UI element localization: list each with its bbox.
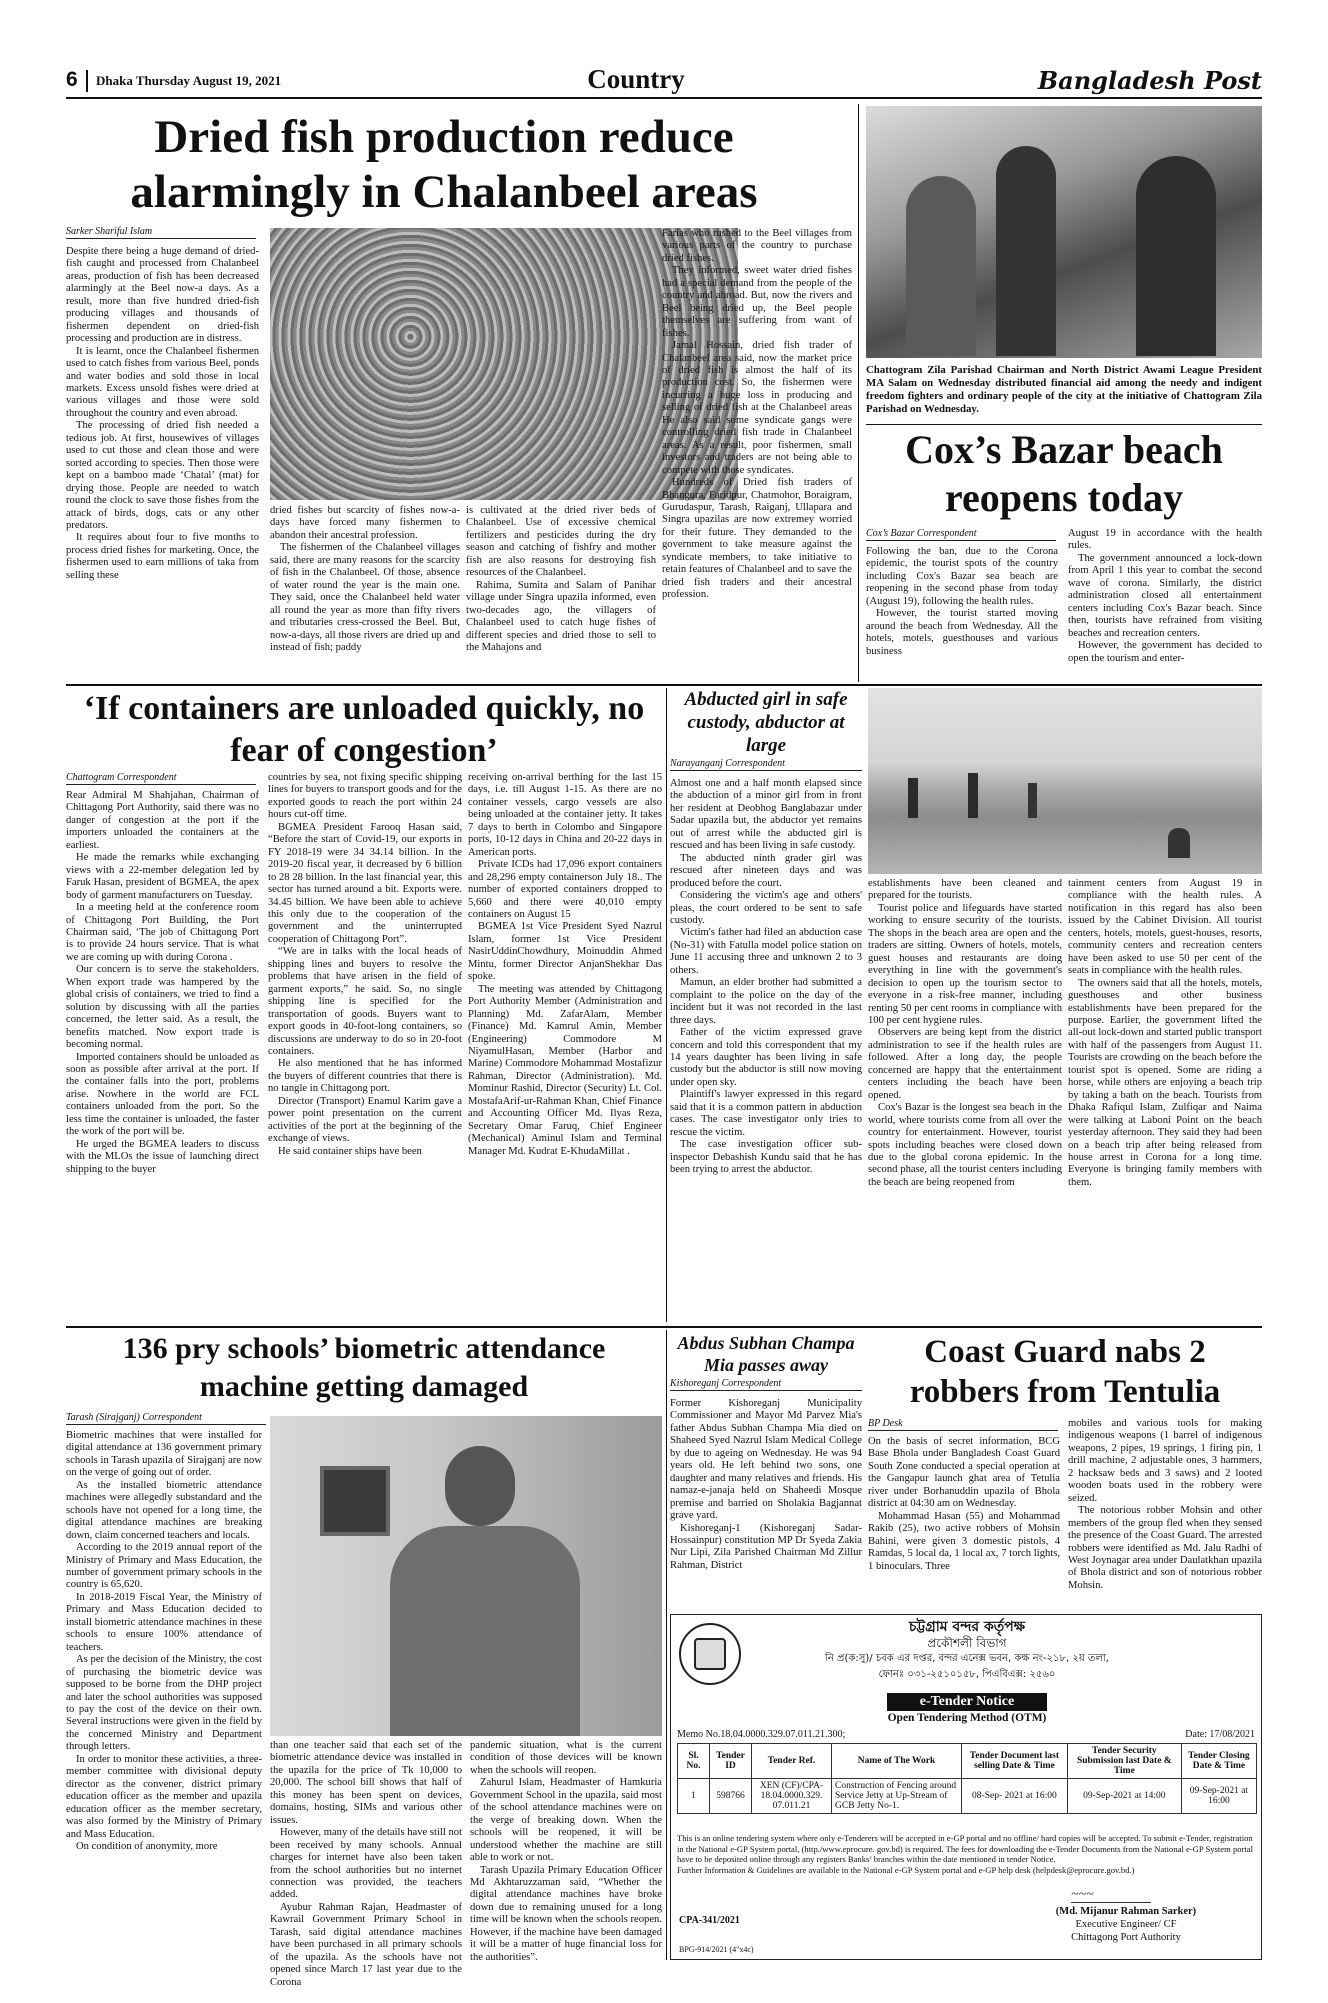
story3-p: BGMEA President Farooq Hasan said, “Before the start of Covid-19, our exports in FY 2018-19 were 34 34.14 billion. In the 2019-20 fiscal year, it decreased by 6 billion to 28 28 billion. In the last financial year, this sector has turned around a bit. Exports were. 34.45 billion. We have been able to achieve this only due to the cooperation of the government and the uninterrupted cooperation of Chittagong Port”. — [268, 821, 462, 945]
tender-authority: Chittagong Port Authority — [1071, 1932, 1181, 1943]
photo-figure — [996, 146, 1056, 356]
photo-figure — [1168, 828, 1190, 858]
story3-col1 — [66, 790, 259, 1322]
story5-p: On condition of anonymity, more — [76, 1840, 218, 1852]
story4-p: Father of the victim expressed grave concern and told this correspondent that my 14 years daughter has been living in safe custody but the abductor is still now moving under open sky. — [670, 1027, 862, 1088]
story2-col3 — [868, 878, 1062, 1322]
tender-td: Construction of Fencing around Service Jetty at Up-Stream of GCB Jetty No-1. — [832, 1779, 962, 1814]
story7-col2 — [1068, 1418, 1262, 1608]
tender-th: Tender Security Submission last Date & Time — [1067, 1744, 1181, 1779]
signature-scribble: ~~~ — [1071, 1887, 1151, 1903]
tender-td: 1 — [678, 1779, 710, 1814]
story5-p: According to the 2019 annual report of the Ministry of Primary and Mass Education, the number of government primary schools in the country is 65,620. — [66, 1542, 262, 1591]
story5-p: Tarash Upazila Primary Education Officer Md Akhtaruzzaman said, “Whether the digital attendance machines have broke down due to remaining unused for a long time will be known when the schools reopen. However, if the machine have been damaged it will be a matter of huge financial loss for the authorities”. — [470, 1864, 662, 1963]
story1-p: It is learnt, once the Chalanbeel fishermen used to catch fishes from various Beel, ponds and water bodies and sold those in local markets. Excess unsold fishes were dried at various villages and those were sold throughout the country and even abroad. — [66, 345, 259, 419]
tender-bn-line4: ফোনঃ ০৩১-২৫১০১৫৮, পিএবিএক্স: ২৫৬০ — [878, 1669, 1056, 1680]
story2-p: establishments have been cleaned and prepared for the tourists. — [868, 878, 1062, 902]
story1-p: Jamal Hossain, dried fish trader of Chalanbeel area said, now the market price of dried fish is almost the half of its production cost. So, the fishermen were incurring a huge loss in producing and selling of dried fish at the Chalanbeel areas He also said some syndicate gangs were controlling dried fish trade in Chalanbeel areas. As a result, poor fishermen, small investors and traders are not being able to compete with those syndicates. — [662, 340, 852, 476]
story2-p: However, the government has decided to open the tourism and enter- — [1068, 640, 1262, 664]
story5-p: Ayubur Rahman Rajan, Headmaster of Kawrail Government Primary School in Tarash, said digital attendance machines have been purchased in all primary schools of the upazila. As the schools have not opened since March 17 last year due to the Corona — [270, 1901, 462, 1988]
tender-notes — [677, 1833, 1257, 1875]
story1-byline: Sarker Shariful Islam — [66, 226, 256, 239]
story2-top-rule — [866, 424, 1262, 425]
paper-name: Bangladesh Post — [1037, 66, 1262, 95]
story1-p: dried fishes but scarcity of fishes now-a-days have forced many fishermen to abandon their ancestral profession. — [270, 505, 460, 541]
anchor-icon — [694, 1638, 726, 1670]
story6-byline: Kishoreganj Correspondent — [670, 1378, 862, 1391]
story5-p: In 2018-2019 Fiscal Year, the Ministry of Primary and Mass Education decided to install biometric attendance machines in these schools to ensure 100% attendance of teachers. — [66, 1591, 262, 1653]
tender-th: Tender Document last selling Date & Time — [962, 1744, 1068, 1779]
story3-p: Rear Admiral M Shahjahan, Chairman of Chittagong Port Authority, said there was no danger of congestion at the port if the importers unloaded the containers at the earliest. — [66, 790, 259, 851]
story7-headline: Coast Guard nabs 2 robbers from Tentulia — [909, 1334, 1221, 1410]
story6-p: Kishoreganj-1 (Kishoreganj Sadar-Hossainpur) constitution MP Dr Syeda Zakia Nur Lipi, Zila Parished Chairman Md Zillur Rahman, District — [670, 1522, 862, 1571]
story4-col1 — [670, 778, 862, 1322]
story7-byline: BP Desk — [868, 1418, 1058, 1431]
story4-p: Plaintiff's lawyer expressed in this regard said that it is a common pattern in abduction cases. The case investigator only tries to rescue the victim. — [670, 1089, 862, 1138]
story5-col1 — [66, 1430, 262, 1960]
story2-p: tainment centers from August 19 in compliance with the health rules. A notification in this regard has also been issued by the Cabinet Division. All tourist centers, hotels, motels, guest-houses, resorts, community centers and recreation centers have been asked to use 50 per cent of the seats in compliance with the health rules. — [1068, 878, 1262, 977]
masthead — [66, 64, 1262, 98]
photo-figure — [445, 1446, 515, 1526]
tender-th: Tender Ref. — [752, 1744, 832, 1779]
story1-p: They informed, sweet water dried fishes had a special demand from the people of the country and abroad. But, now the rivers and Beel being dried up, the Beel people themselves are suffering from want of fishes. — [662, 265, 852, 339]
tender-td: 09-Sep-2021 at 14:00 — [1067, 1779, 1181, 1814]
story5-headline: 136 pry schools’ biometric attendance machine getting damaged — [122, 1332, 606, 1403]
story3-p: countries by sea, not fixing specific shipping lines for buyers to transport goods and for the exported goods to reach the port within 24 hours cut-off time. — [268, 772, 462, 821]
photo-figure — [1136, 156, 1216, 356]
story3-p: Our concern is to serve the stakeholders. When export trade was hampered by the global crisis of containers, we tried to find a solution by discussing with all the parties concerned, the letter said. As a result, the benefits matched. Now export trade is becoming normal. — [66, 964, 259, 1051]
story3-p: He said container ships have been — [278, 1145, 422, 1157]
story4-p: The case investigation officer sub-inspector Debashish Kundu said that he has been trying to arrest the abductor. — [670, 1139, 862, 1176]
tender-th: Tender Closing Date & Time — [1181, 1744, 1256, 1779]
tender-method: Open Tendering Method (OTM) — [887, 1712, 1047, 1724]
photo-figure — [906, 176, 976, 356]
story1-p: The fishermen of the Chalanbeel villages said, there are many reasons for the scarcity of fish in the Chalanbeel. Of those, absence of water round the year is the main one. They said, once the Chalanbeel held water all round the year as more than fifty rivers and tributaries cress-crossed the Beel. But, now-a-days, all those rivers are dried up and instead of fish; paddy — [270, 542, 460, 653]
story3-headline: ‘If containers are unloaded quickly, no fear of congestion’ — [83, 690, 645, 769]
story5-byline: Tarash (Sirajganj) Correspondent — [66, 1412, 266, 1425]
story2-headline: Cox’s Bazar beach reopens today — [905, 427, 1223, 520]
story3-p: BGMEA 1st Vice President Syed Nazrul Islam, former 1st Vice President NasirUddinChowdhury, Moinuddin Ahmed Mintu, former Director AnjanShekhar Das spoke. — [468, 921, 662, 983]
story2-p: August 19 in accordance with the health rules. — [1068, 528, 1262, 552]
story6-col1 — [670, 1398, 862, 1608]
story1-headline: Dried fish production reduce alarmingly in Chalanbeel areas — [130, 111, 758, 218]
tender-note: This is an online tendering system where only e-Tenderers will be accepted in e-GP portal and no offline/ hard copies will be accepted. To submit e-Tender, registration in the National e-GP System portal, (http./www.eprocure. gov.bd) is required. The fees for downloading the e-Tender Documents from the National e-GP System portal have to be deposited online through any registers Banks’ branches within the date mentioned in tender Notice. — [677, 1833, 1253, 1865]
story5-p: As per the decision of the Ministry, the cost of purchasing the biometric device was supposed to be borne from the DHP project and later the school authorities was supposed to pay the cost of the device on their own. Several instructions were given in the field by the concerned Ministry and Department through letters. — [66, 1654, 262, 1753]
column-divider — [666, 1330, 667, 1960]
story2-p: The government announced a lock-down from April 1 this year to combat the second wave of corona. Similarly, the district administration closed all entertainment centers including Cox's Bazar beach. Since then, tourists have refrained from visiting beaches and recreation centers. — [1068, 552, 1262, 639]
tender-th: Tender ID — [710, 1744, 752, 1779]
tender-memo: Memo No.18.04.0000.329.07.011.21.300; — [677, 1729, 846, 1740]
story3-p: The meeting was attended by Chittagong Port Authority Member (Administration and Planning) Md. ZafarAlam, Member (Finance) Md. Kamrul Amin, Member (Engineering) Commodore M NiyamulHasan, Member (Harbor and Marine) Commodore Mohammad Mostafizur Rahman, Director (Administration). Md. Mominur Rashid, Director (Security) Lt. Col. MostafaArif-ur-Rahman Khan, Chief Finance and Accounting Officer Md. Ilyas Reza, Secretary Omar Faruq, Chief Engineer (Mechanical) Aminul Islam and Terminal Manager Md. Kudrat E-KhudaMillat . — [468, 983, 662, 1157]
masthead-divider — [86, 70, 88, 92]
story4-p: Victim's father had filed an abduction case (No-31) with Fatulla model police station on June 11 accusing three and unknown 2 to 3 others. — [670, 927, 862, 976]
story5-p: Biometric machines that were installed for digital attendance at 136 government primary schools in Tarash upazila of Sirajganj are now on the verge of going out of order. — [66, 1430, 262, 1479]
story5-col3 — [470, 1740, 662, 1963]
story3-p: Private ICDs had 17,096 export containers and 28,296 empty containerson July 18.. The number of exported containers dropped to 5,660 and there were 40,010 empty containers on August 15 — [468, 859, 662, 920]
photo-figure — [968, 773, 978, 818]
story2-col4 — [1068, 878, 1262, 1322]
tender-bn-line3: নি প্র(ক:সু)/ চবক এর দপ্তর, বন্দর এনেক্স ভবন, কক্ষ নং-২১৮, ২য় তলা, — [825, 1653, 1109, 1664]
story3-p: He urged the BGMEA leaders to discuss with the MLOs the issue of launching direct shipping to the buyer — [66, 1138, 259, 1175]
story5-p: Zahurul Islam, Headmaster of Hamkuria Government School in the upazila, said most of the school attendance machines were on the verge of breaking down. When the schools will be reopened, it will be understood whether the machine are still able to work or not. — [470, 1777, 662, 1864]
story3-p: He also mentioned that he has informed the buyers of different countries that there is no tangle in Chittagong port. — [268, 1058, 462, 1095]
story6-p: Former Kishoreganj Municipality Commissioner and Mayor Md Parvez Mia's father Abdus Subhan Champa Mia died on Shaheed Syed Nazrul Islam Medical College by due to ageing on Wednesday. He was 94 years old. He left behind two sons, one daughter and many relatives and friends. His namaz-e-janaja held on Shaheedi Mosque premise and barried on Sholakia Bagjannat grave yard. — [670, 1398, 862, 1522]
story7-p: mobiles and various tools for making indigenous weapons (1 barrel of indigenous weapons, 2 pipes, 19 springs, 1 firing pin, 1 drill machine, 2 adjustable ones, 3 hammers, 2 hacksaw beds and 3 saws) and 2 looted wooden boats used in the robbery were seized. — [1068, 1418, 1262, 1504]
tender-bn-line1: চট্টগ্রাম বন্দর কর্তৃপক্ষ — [908, 1619, 1026, 1635]
tender-table — [677, 1743, 1257, 1814]
story2-p: Cox's Bazar is the longest sea beach in the world, where tourists come from all over the country for entertainment. However, tourist spots including beaches were closed down due to the global corona epidemic. In the second phase, all the tourist centers including the beach are being reopened from — [868, 1102, 1062, 1188]
story4-p: Almost one and a half month elapsed since the abduction of a minor girl from in front her resident at Deobhog Banglabazar under Sadar upazila but, the abductor yet remains out of arrest while the abducted girl is rescued and has been living in safe custody. — [670, 778, 862, 852]
story7-p: On the basis of secret information, BCG Base Bhola under Bangladesh Coast Guard South Zone conducted a special operation at the Gangapur launch ghat area of Tetulia river under Borhanuddin upazila of Bhola district at 04:30 am on Wednesday. — [868, 1436, 1060, 1510]
photo-device — [320, 1466, 390, 1536]
story2-p: Tourist police and lifeguards have started working to ensure security of the tourists. The shops in the beach area are open and the traders are sitting. Owners of hotels, motels, guest houses and restaurants are doing everything in line with the government's decision to open up the tourism sector to everyone in a risk-free manner, including renting 50 per cent rooms in compliance with 100 per cent hygiene rules. — [868, 902, 1062, 1026]
story5-p: As the installed biometric attendance machines were allegedly substandard and the schools have not opened for a long time, the digital attendance machines are breaking down, claim concerned teachers and locals. — [66, 1479, 262, 1541]
story1-p: The processing of dried fish needed a tedious job. At first, housewives of villages used to cut those and clean those and were sorted according to species. Then those were kept on a bamboo made ‘Chatal’ (mat) for drying those. People are needed to watch round the clock to save those fishes from the attack of birds, dogs, cats or any other predators. — [66, 420, 259, 531]
photo-figure — [1028, 783, 1037, 818]
story3-p: He made the remarks while exchanging views with a 22-member delegation led by Faruk Hasan, president of BGMEA, the apex body of garment manufacturers on Tuesday. — [66, 852, 259, 901]
story3-p: Director (Transport) Enamul Karim gave a power point presentation on the current activities of the port at the beginning of the exchange of views. — [268, 1095, 462, 1145]
story2-byline: Cox’s Bazar Correspondent — [866, 528, 1056, 541]
story2-col1 — [866, 546, 1058, 682]
story5-p: than one teacher said that each set of the biometric attendance device was installed in the upazila for the price of Tk 10,000 to 20,000. The school bill shows that half of this money has been spent on devices, domains, hosting, SIMs and various other issues. — [270, 1740, 462, 1826]
story2-col2 — [1068, 528, 1262, 682]
section-rule — [66, 1326, 1262, 1328]
story3-p: “We are in talks with the local heads of shipping lines and buyers to resolve the problems that have arisen in the field of garment exports,” he said. So, no single shipping line is specified for the transportation of goods. Buyers want to export goods in 40-foot-long containers, so discussions are underway to do so in 20-foot containers. — [268, 946, 462, 1057]
story1-col3 — [466, 505, 656, 676]
story4-p: Considering the victim's age and others' pleas, the court ordered to be sent to safe custody. — [670, 890, 862, 926]
tender-bn-line2: প্রকৌশলী বিভাগ — [927, 1636, 1007, 1650]
section-rule — [66, 684, 1262, 686]
tender-bpg: BPG-914/2021 (4"x4c) — [679, 1945, 754, 1954]
tender-td: 08-Sep- 2021 at 16:00 — [962, 1779, 1068, 1814]
story2-p: Observers are being kept from the district administration to see if the health rules are followed. After a long day, the people concerned are happy that the entertainment centers including the beach have been opened. — [868, 1027, 1062, 1101]
tender-notice-title: e-Tender Notice — [887, 1693, 1047, 1711]
story3-col2 — [268, 772, 462, 1322]
story5-p: However, many of the details have still not been received by many schools. Annual charges for internet have also been taken from the school authorities but no internet connection was provided, the teachers added. — [270, 1827, 462, 1901]
aid-distribution-photo — [866, 106, 1262, 358]
story3-p: In a meeting held at the conference room of Chittagong Port Building, the Port Chairman said, ‘The job of Chittagong Port is to provide 24 hours service. That is what we are coming up with during Corona . — [66, 902, 259, 963]
story2-p: The owners said that all the hotels, motels, guesthouses and other business establishments have been prepared for the purpose. Earlier, the government lifted the all-out lock-down and started public transport with half of the passengers from August 11. Tourists are crowding on the beach before the tourist spot is opened. Some are riding a horse, while others are enjoying a beach trip by taking a bath on the beach. Tourists from Dhaka Rafiqul Islam, Zulfiqar and Naima were talking at Laboni Point on the beach yesterday afternoon. They said they had been on a beach trip after being released from house arrest in Corona for a long time. Everyone is bringing family members with them. — [1068, 977, 1262, 1188]
story2-p: However, the tourist started moving around the beach from Wednesday. All the hotels, motels, guesthouses and various business — [866, 608, 1058, 657]
tender-td: 598766 — [710, 1779, 752, 1814]
story1-p: is cultivated at the dried river beds of Chalanbeel. Use of excessive chemical fertilizers and pesticides during the dry season and catching of fishfry and mother fish are also reasons for destroying fish resources of the Chalanbeel. — [466, 505, 656, 579]
story6-headline: Abdus Subhan Champa Mia passes away — [677, 1333, 855, 1375]
story1-p: Rahima, Sumita and Salam of Panihar village under Singra upazila informed, even two-decades ago, the villagers of Chalanbeel used to catch huge fishes of different species and dried those to sell to the Mahajons and — [466, 579, 656, 653]
story2-p: Following the ban, due to the Corona epidemic, the tourist spots of the country including Cox's Bazar sea beach are reopening in the second phase from today (August 19), following the health rules. — [866, 546, 1058, 607]
teacher-photo — [270, 1416, 662, 1736]
story4-headline: Abducted girl in safe custody, abductor at large — [684, 689, 848, 756]
dateline: Dhaka Thursday August 19, 2021 — [96, 73, 282, 88]
story4-byline: Narayanganj Correspondent — [670, 758, 862, 771]
masthead-rule — [66, 97, 1262, 99]
story4-p: Mamun, an elder brother had submitted a complaint to the police on the day of the incident but it was not recorded in the last three days. — [670, 977, 862, 1026]
story1-p: It requires about four to five months to process dried fishes for marketing. Once, the fishermen used to earn millions of taka from selling these — [66, 532, 259, 581]
photo1-caption: Chattogram Zila Parishad Chairman and North District Awami League President MA Salam on Wednesday distributed financial aid among the needy and indigent freedom fighters and ordinary people of the city at the initiative of Chattogram Zila Parishad on Wednesday. — [866, 364, 1262, 415]
tender-designation: Executive Engineer/ CF — [1075, 1919, 1177, 1930]
story1-p: Despite there being a huge demand of dried-fish caught and processed from Chalanbeel areas, production of fish has been decreased alarmingly at the Beel now-a days. As a result, more than five hundred dried-fish producing villages and thousands of fishermen dependent on dried-fish processing and production are in distress. — [66, 246, 259, 345]
tender-td: 09-Sep-2021 at 16:00 — [1181, 1779, 1256, 1814]
story3-col3 — [468, 772, 662, 1322]
tender-cpa-no: CPA-341/2021 — [679, 1915, 740, 1926]
story7-p: The notorious robber Mohsin and other members of the group fled when they sensed the presence of the Coast Guard. The arrested robbers were identified as Md. Jalu Radhi of West Joynagar area under Daulatkhan upazila of Bhola district and son of notorious robber Mohsin. — [1068, 1505, 1262, 1591]
story3-p: Imported containers should be unloaded as soon as possible after arrival at the port. If the container falls into the port, problems arise. Nowhere in the world are FCL containers unloaded from the port. So the less time the container is unloaded, the faster the work of the port will be. — [66, 1051, 259, 1138]
tender-signatory: (Md. Mijanur Rahman Sarker) — [1055, 1906, 1197, 1917]
story1-col4 — [662, 228, 852, 676]
photo-figure — [908, 778, 918, 818]
tender-note: Further Information & Guidelines are available in the National e-GP System portal and e-GP help desk (helpdesk@eprocure.gov.bd.) — [677, 1864, 1135, 1875]
beach-photo — [868, 688, 1262, 874]
section-title: Country — [587, 64, 685, 94]
tender-date: Date: 17/08/2021 — [1185, 1729, 1255, 1740]
column-divider — [666, 688, 667, 1322]
tender-notice — [670, 1614, 1262, 1960]
photo-figure — [390, 1526, 580, 1736]
story4-p: The abducted ninth grader girl was rescued after nineteen days and was produced before the court. — [670, 852, 862, 889]
story5-p: pandemic situation, what is the current condition of those devices will be known when the schools will reopen. — [470, 1740, 662, 1776]
story1-col1 — [66, 246, 259, 676]
story3-p: receiving on-arrival berthing for the last 15 days, i.e. till August 1-15. As there are no container vessels, cargo vessels are also being unloaded at the container jetty. It takes 7 days to berth in Colombo and Singapore ports, 10-12 days in China and 20-22 days in American ports. — [468, 772, 662, 858]
tender-td: XEN (CF)/CPA-18.04.0000.329. 07.011.21 — [752, 1779, 832, 1814]
story7-p: Mohammad Hasan (55) and Mohammad Rakib (25), two active robbers of Mohsin Bahini, were given 3 domestic pistols, 4 Ramdas, 5 local da, 1 local ax, 7 torch lights, 1 binoculars. Three — [868, 1510, 1060, 1572]
tender-th: Name of The Work — [832, 1744, 962, 1779]
story7-col1 — [868, 1436, 1060, 1608]
column-divider — [858, 104, 859, 682]
story3-byline: Chattogram Correspondent — [66, 772, 256, 785]
story5-col2 — [270, 1740, 462, 1988]
story1-col2 — [270, 505, 460, 676]
story1-p: Hundreds of Dried fish traders of Bhangura, Faridpur, Chatmohor, Boraigram, Gurudaspur, Tarash, Raiganj, Ullapara and Singra upazilas are now extremey worried for their future. They demanded to the government to take measure against the syndicate members, to take initiative to retain features of Chalanbeel and to save the dried fish traders and their ancestral profession. — [662, 477, 852, 601]
story5-p: In order to monitor these activities, a three-member committee with divisional deputy director as the convener, district primary education officer as the member and upazila education officer as the member secretary, was also formed by the Ministry of Primary and Mass Education. — [66, 1753, 262, 1840]
cpa-logo — [679, 1623, 741, 1685]
story1-p: Farias who rushed to the Beel villages from various parts of the country to purchase dried fishes. — [662, 228, 852, 264]
page-number: 6 — [66, 68, 78, 91]
tender-th: Sl. No. — [678, 1744, 710, 1779]
